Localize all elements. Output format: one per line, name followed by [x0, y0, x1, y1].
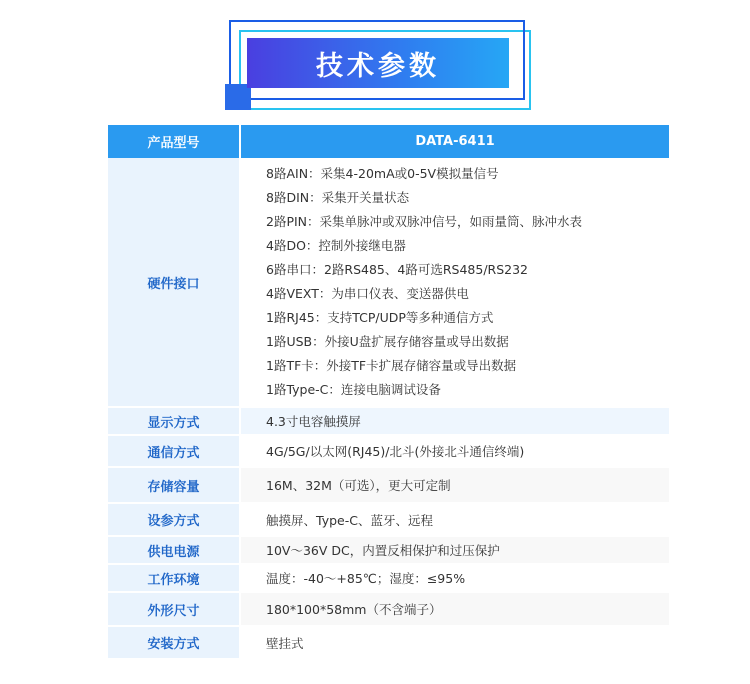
hardware-line: 2路PIN：采集单脉冲或双脉冲信号，如雨量筒、脉冲水表 — [266, 214, 583, 229]
table-row-hardware — [108, 158, 669, 407]
row-value-hardware — [240, 158, 669, 407]
page-title: 技术参数 — [316, 50, 440, 82]
row-value: 温度：-40～+85℃；湿度：≤95% — [240, 564, 669, 592]
hardware-line: 4路VEXT：为串口仪表、变送器供电 — [266, 286, 469, 301]
hardware-line: 4路DO：控制外接继电器 — [266, 238, 406, 253]
table-row — [108, 435, 669, 467]
row-label: 硬件接口 — [108, 158, 240, 407]
spec-table — [108, 125, 669, 660]
row-value: 壁挂式 — [240, 626, 669, 659]
hardware-line: 1路TF卡：外接TF卡扩展存储容量或导出数据 — [266, 358, 517, 373]
hardware-line: 8路DIN：采集开关量状态 — [266, 190, 410, 205]
row-label: 供电电源 — [108, 536, 240, 564]
row-value: 4.3寸电容触摸屏 — [240, 407, 669, 435]
row-label: 设参方式 — [108, 503, 240, 536]
table-row — [108, 536, 669, 564]
table-row — [108, 564, 669, 592]
row-label: 安装方式 — [108, 626, 240, 659]
section-title — [229, 20, 531, 110]
table-row — [108, 626, 669, 659]
row-value: 16M、32M（可选），更大可定制 — [240, 467, 669, 503]
row-value: 180*100*58mm（不含端子） — [240, 592, 669, 626]
table-row — [108, 503, 669, 536]
hardware-line: 1路RJ45：支持TCP/UDP等多种通信方式 — [266, 310, 494, 325]
row-label: 显示方式 — [108, 407, 240, 435]
header-value: DATA-6411 — [240, 125, 669, 158]
table-row — [108, 407, 669, 435]
table-row — [108, 467, 669, 503]
row-label: 工作环境 — [108, 564, 240, 592]
table-row — [108, 592, 669, 626]
row-value: 触摸屏、Type-C、蓝牙、远程 — [240, 503, 669, 536]
row-label: 外形尺寸 — [108, 592, 240, 626]
hardware-line: 1路USB：外接U盘扩展存储容量或导出数据 — [266, 334, 509, 349]
hardware-line: 8路AIN：采集4-20mA或0-5V模拟量信号 — [266, 166, 499, 181]
row-label: 通信方式 — [108, 435, 240, 467]
row-value: 4G/5G/以太网(RJ45)/北斗(外接北斗通信终端) — [240, 435, 669, 467]
hardware-line: 1路Type-C：连接电脑调试设备 — [266, 382, 441, 397]
title-bar — [247, 38, 509, 88]
header-label: 产品型号 — [108, 125, 240, 158]
row-value: 10V～36V DC，内置反相保护和过压保护 — [240, 536, 669, 564]
table-header-row — [108, 125, 669, 158]
hardware-line: 6路串口：2路RS485、4路可选RS485/RS232 — [266, 262, 529, 277]
row-label: 存储容量 — [108, 467, 240, 503]
